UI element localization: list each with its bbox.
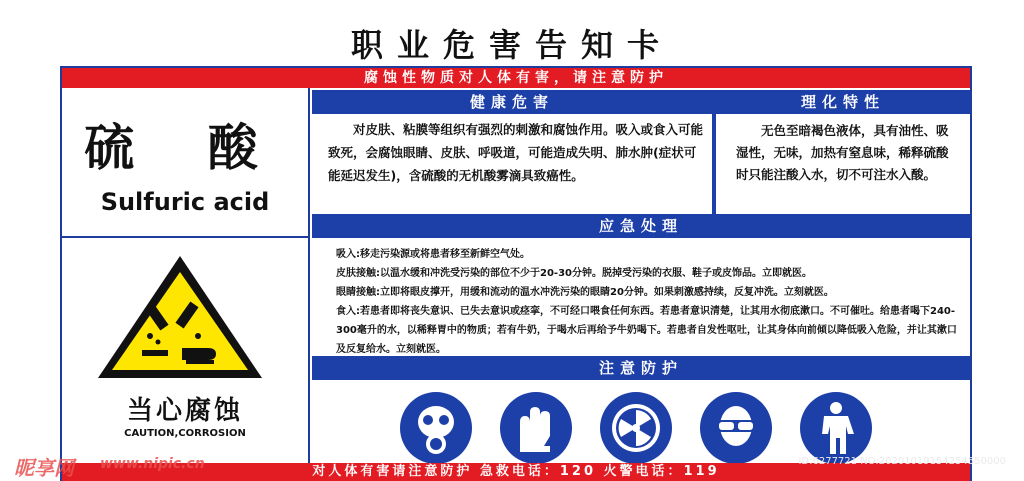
health-hazard-heading: 健康危害 bbox=[312, 90, 712, 114]
column-divider bbox=[712, 90, 716, 214]
protection-heading: 注意防护 bbox=[312, 356, 970, 380]
emergency-text bbox=[336, 245, 962, 359]
goggles-icon bbox=[700, 392, 772, 464]
watermark-url: www.nipic.cn bbox=[100, 456, 205, 472]
warning-banner: 腐蚀性物质对人体有害，请注意防护 bbox=[62, 68, 970, 88]
emergency-line-inhalation: 吸入:移走污染源或将患者移至新鲜空气处。 bbox=[336, 249, 530, 260]
protection-icons bbox=[312, 384, 970, 462]
substance-name-cn: 硫 酸 bbox=[84, 118, 286, 177]
caution-label-en: CAUTION,CORROSION bbox=[124, 428, 246, 439]
caution-label-cn: 当心腐蚀 bbox=[126, 396, 243, 426]
health-hazard-text: 对皮肤、粘膜等组织有强烈的刺激和腐蚀作用。吸入或食入可能致死，会腐蚀眼睛、皮肤、呼吸道，可能造成失明、肺水肿(症状可能延迟发生)，含硫酸的无机酸雾滴具致癌性。 bbox=[328, 122, 704, 183]
emergency-line-ingestion: 食入:若患者即将丧失意识、已失去意识或痉挛，不可经口喂食任何东西。若患者意识清楚，让其用水彻底漱口。不可催吐。给患者喝下240-300毫升的水，以稀释胃中的物质；若有牛奶，于喝水后再给予牛奶喝下。若患者自发性呕吐，让其身体向前倾以降低吸入危险，并让其漱口及反复给水。立刻就医。 bbox=[336, 306, 957, 355]
watermark-id: ID:6277721 NO:20201019154254550000 bbox=[798, 456, 1006, 467]
physchem-text: 无色至暗褐色液体，具有油性、吸湿性，无味，加热有窒息味，稀释硫酸时只能注酸入水，切不可注水入酸。 bbox=[736, 123, 949, 182]
emergency-line-skin: 皮肤接触:以温水缓和冲洗受污染的部位不少于20-30分钟。脱掉受污染的衣服、鞋子或皮饰品。立即就医。 bbox=[336, 268, 812, 279]
corrosion-warning-icon bbox=[94, 252, 266, 382]
info-area bbox=[310, 88, 970, 463]
watermark-brand: 昵享网 bbox=[14, 456, 74, 480]
emergency-heading: 应急处理 bbox=[312, 214, 970, 238]
page-title: 职业危害告知卡 bbox=[350, 26, 673, 64]
substance-name-en: Sulfuric acid bbox=[100, 188, 270, 216]
ventilation-fan-icon bbox=[600, 392, 672, 464]
gas-mask-icon bbox=[400, 392, 472, 464]
emergency-line-eye: 眼睛接触:立即将眼皮撑开，用缓和流动的温水冲洗污染的眼睛20分钟。如果刺激感持续，反复冲洗。立刻就医。 bbox=[336, 287, 834, 298]
footer-bar: 对人体有害请注意防护 急救电话：120 火警电话：119 bbox=[62, 463, 970, 481]
protective-suit-icon bbox=[800, 392, 872, 464]
substance-name-box bbox=[62, 88, 308, 238]
left-column bbox=[62, 88, 310, 463]
caution-box bbox=[62, 240, 308, 461]
hazard-card bbox=[60, 66, 972, 481]
physchem-heading: 理化特性 bbox=[716, 90, 970, 114]
gloves-icon bbox=[500, 392, 572, 464]
